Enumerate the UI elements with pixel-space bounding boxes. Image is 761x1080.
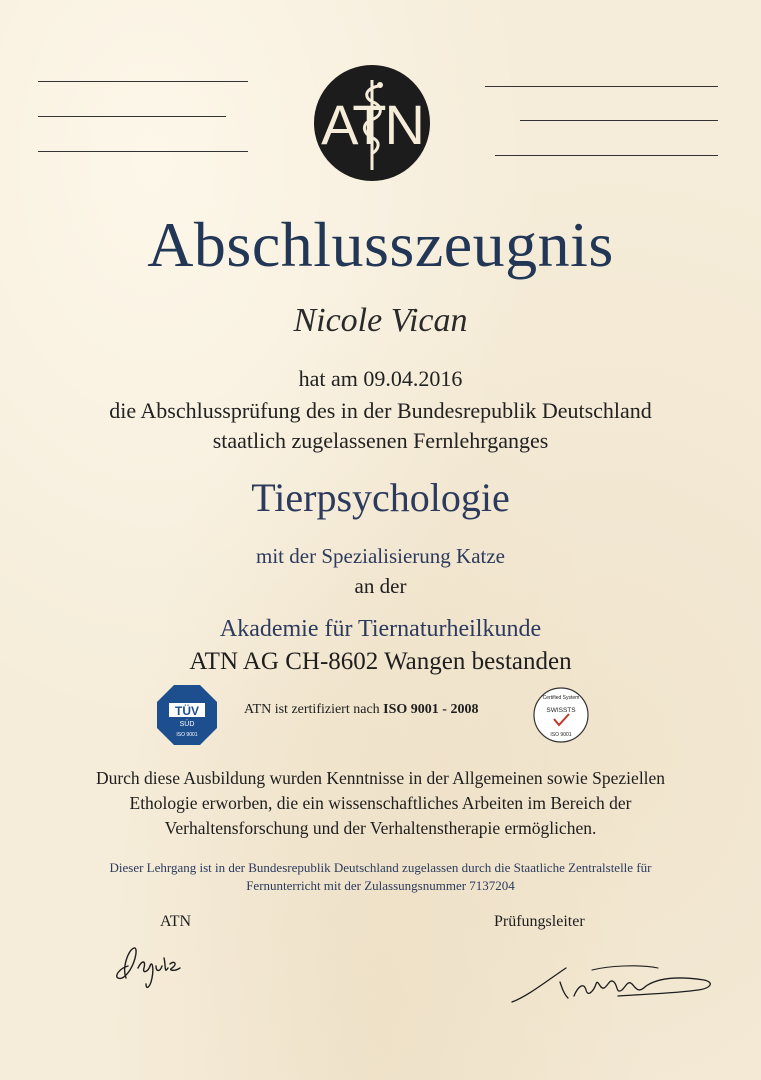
certificate-title: Abschlusszeugnis: [147, 209, 614, 280]
header-rule-right-2: [520, 120, 718, 121]
iso-text-prefix: ATN ist zertifiziert nach: [244, 702, 384, 717]
an-der-text: an der: [354, 574, 407, 598]
signature-pruefungsleiter: [508, 960, 720, 1008]
description-line-3: Verhaltensforschung und der Verhaltenstherapie ermöglichen.: [164, 818, 597, 838]
academy-address: ATN AG CH-8602 Wangen bestanden: [189, 648, 572, 675]
tuv-label: TÜV: [175, 704, 199, 718]
iso-certification-text: [244, 702, 478, 718]
swiss-top: Certified System: [542, 695, 580, 701]
date-line: hat am 09.04.2016: [298, 366, 463, 391]
tuv-sud-icon: [156, 684, 218, 746]
signature-label-pruefungsleiter: Prüfungsleiter: [494, 913, 585, 930]
header-rule-left-1: [38, 81, 248, 82]
header-rule-right-3: [495, 155, 718, 156]
swiss-bottom: ISO 9001: [550, 732, 572, 738]
description-line-2: Ethologie erworben, die ein wissenschaftliches Arbeiten im Bereich der: [129, 793, 632, 813]
header-rule-right-1: [485, 86, 718, 87]
exam-line-1: die Abschlussprüfung des in der Bundesrepublik Deutschland: [109, 398, 652, 423]
atn-logo-text: ATN: [321, 93, 423, 156]
tuv-sub: SÜD: [179, 721, 195, 728]
iso-text-standard: ISO 9001 - 2008: [383, 702, 479, 717]
swissts-icon: [532, 686, 590, 744]
approval-line-1: Dieser Lehrgang ist in der Bundesrepublik Deutschland zugelassen durch die Staatliche Zentralstelle für: [109, 860, 652, 875]
swiss-mid: SWISSTS: [546, 707, 576, 714]
approval-line-2: Fernunterricht mit der Zulassungsnummer 7137204: [246, 878, 515, 893]
tuv-sub2: ISO 9001: [176, 732, 198, 738]
header-rule-left-2: [38, 116, 226, 117]
description-line-1: Durch diese Ausbildung wurden Kenntnisse in der Allgemeinen sowie Speziellen: [95, 768, 666, 788]
signature-label-atn: ATN: [160, 913, 192, 930]
exam-line-2: staatlich zugelassenen Fernlehrganges: [212, 428, 549, 453]
academy-name: Akademie für Tiernaturheilkunde: [219, 616, 542, 642]
header-rule-left-3: [38, 151, 248, 152]
signature-atn: [112, 938, 192, 994]
atn-logo: [313, 64, 431, 182]
specialization: mit der Spezialisierung Katze: [256, 544, 505, 568]
recipient-name: Nicole Vican: [293, 302, 468, 339]
course-subject: Tierpsychologie: [251, 475, 510, 520]
